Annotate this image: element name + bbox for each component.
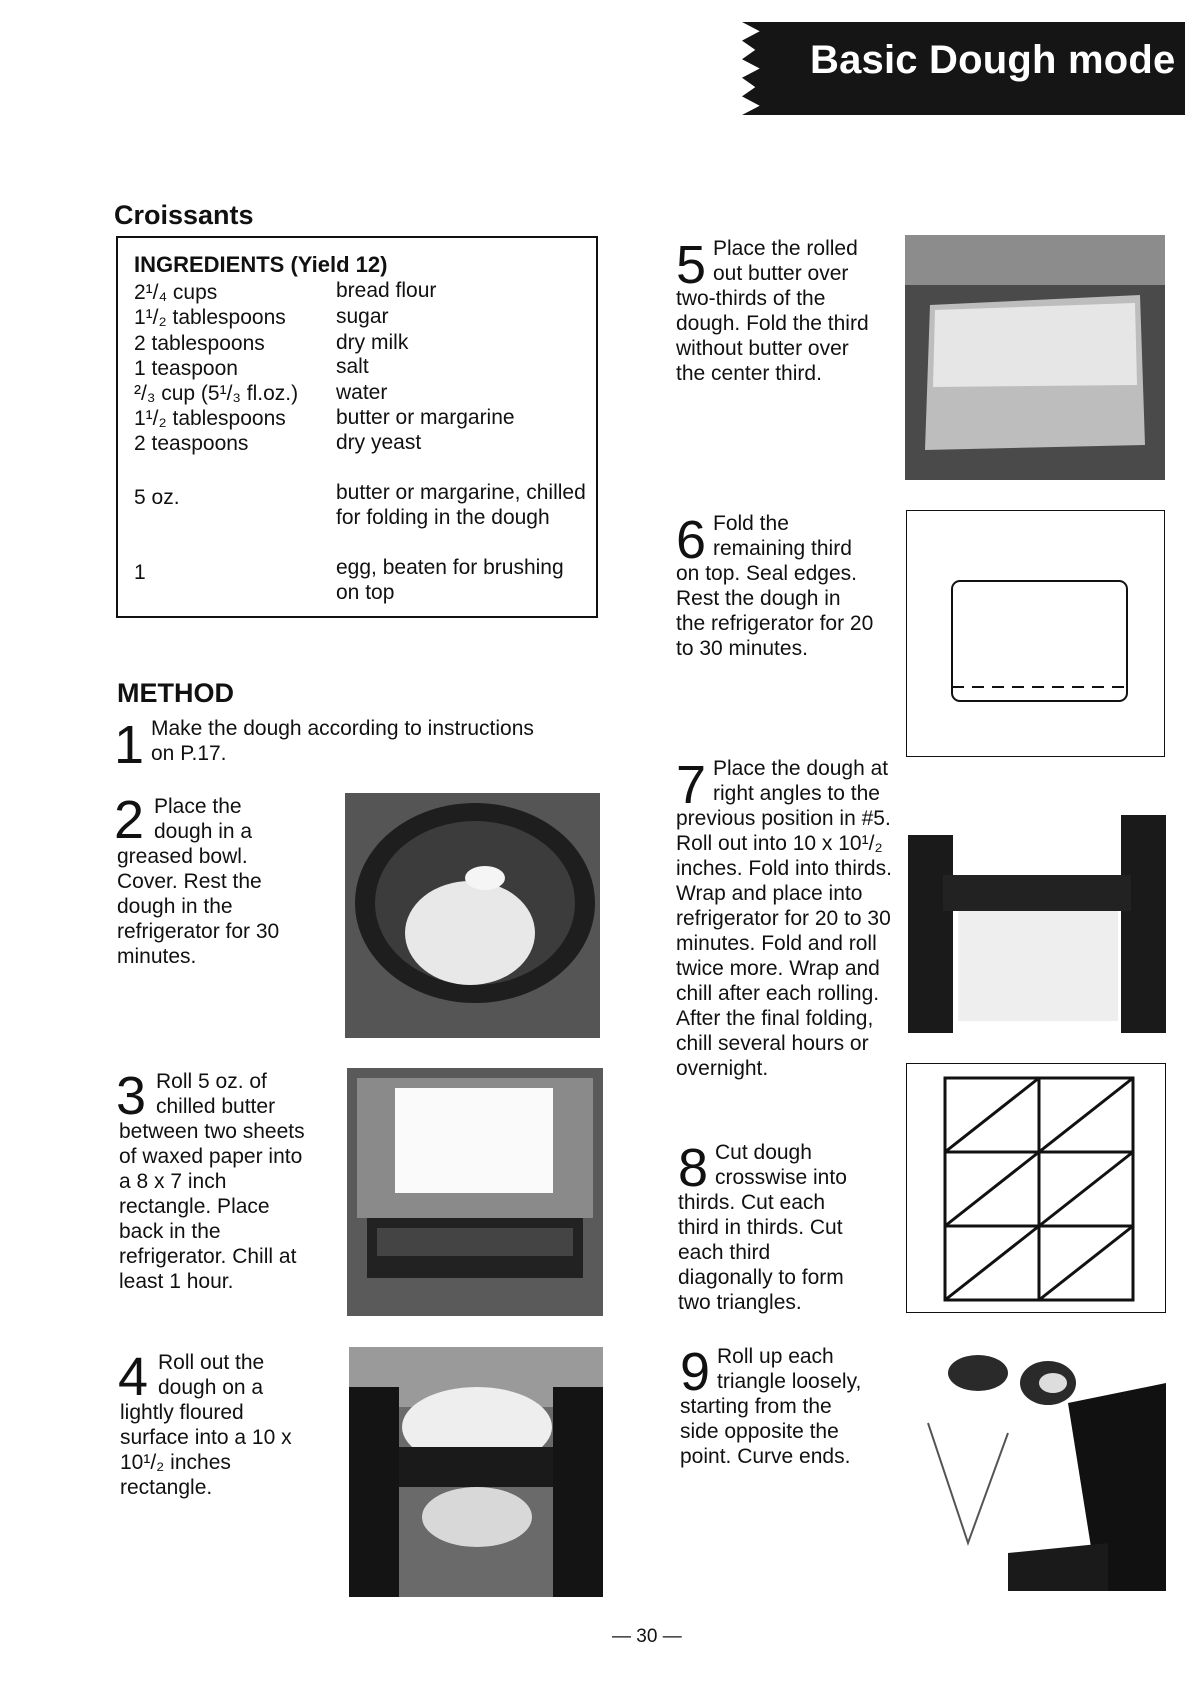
step-text: triangle loosely, bbox=[717, 1370, 862, 1393]
ingredient-qty: 1 teaspoon bbox=[134, 357, 238, 380]
step-text: Roll up each bbox=[717, 1345, 834, 1368]
step-text: Cut dough bbox=[715, 1141, 812, 1164]
step-text: lightly floured surface into a 10 x 10¹/₂ inches rectangle. bbox=[120, 1401, 292, 1499]
step-4-photo bbox=[349, 1347, 603, 1597]
step-number: 2 bbox=[114, 790, 145, 850]
step-text: starting from the side opposite the point. Curve ends. bbox=[680, 1395, 851, 1468]
ingredient-qty: ²/₃ cup (5¹/₃ fl.oz.) bbox=[134, 382, 299, 405]
triangle-cut-diagram bbox=[907, 1064, 1167, 1314]
ingredient-item: salt bbox=[336, 355, 369, 378]
step-9-photo bbox=[908, 1343, 1166, 1591]
step-text: chilled butter bbox=[156, 1095, 276, 1118]
ingredient-qty: 1¹/₂ tablespoons bbox=[134, 407, 286, 430]
step-text: on top. Seal edges. Rest the dough in the refrigerator for 20 to 30 minutes. bbox=[676, 562, 874, 660]
step-text: Roll out the bbox=[158, 1351, 265, 1374]
step-number: 3 bbox=[116, 1066, 147, 1126]
butter-over-dough-illustration bbox=[905, 235, 1165, 480]
step-number: 8 bbox=[678, 1138, 709, 1198]
step-5-photo bbox=[905, 235, 1165, 480]
ingredient-item: dry milk bbox=[336, 331, 409, 354]
page-header-title: Basic Dough mode bbox=[810, 38, 1176, 82]
step-text: Place the rolled bbox=[713, 237, 858, 260]
step-text: between two sheets of waxed paper into a 8 x 7 inch rectangle. Place back in the refrigerator. Chill at least 1 hour. bbox=[119, 1120, 305, 1293]
ingredient-item: butter or margarine, chilled for folding in the dough bbox=[336, 481, 586, 529]
step-text: dough on a bbox=[158, 1376, 264, 1399]
ingredient-item: egg, beaten for brushing on top bbox=[336, 556, 564, 604]
ingredient-item: sugar bbox=[336, 305, 389, 328]
step-number: 9 bbox=[680, 1342, 711, 1402]
step-8-diagram bbox=[906, 1063, 1166, 1313]
step-text: Fold the bbox=[713, 512, 789, 535]
bowl-photo-illustration bbox=[345, 793, 600, 1038]
step-number: 6 bbox=[676, 510, 707, 570]
step-text: previous position in #5. Roll out into 10 x 10¹/₂ inches. Fold into thirds. Wrap and place into refrigerator for 20 to 30 minutes. Fold and roll twice more. Wrap and chill after each rolling. After the final folding, chill several hours or overnight. bbox=[676, 807, 892, 1080]
ingredient-item: water bbox=[336, 381, 388, 404]
step-text: right angles to the bbox=[713, 782, 880, 805]
ingredient-item: bread flour bbox=[336, 279, 437, 302]
page-number: — 30 — bbox=[612, 1626, 682, 1647]
step-text: remaining third bbox=[713, 537, 852, 560]
ingredient-qty: 5 oz. bbox=[134, 486, 180, 509]
step-number: 4 bbox=[118, 1347, 149, 1407]
step-text: Roll 5 oz. of bbox=[156, 1070, 267, 1093]
step-2-photo bbox=[345, 793, 600, 1038]
step-number: 7 bbox=[676, 755, 707, 815]
step-7-photo bbox=[908, 795, 1166, 1033]
ingredients-heading: INGREDIENTS (Yield 12) bbox=[134, 252, 388, 277]
step-text: on P.17. bbox=[151, 742, 227, 765]
step-text: thirds. Cut each third in thirds. Cut each third diagonally to form two triangles. bbox=[678, 1191, 844, 1314]
ingredient-qty: 1 bbox=[134, 561, 146, 584]
step-text: out butter over bbox=[713, 262, 849, 285]
butter-sheet-illustration bbox=[347, 1068, 603, 1316]
step-text: Place the dough at bbox=[713, 757, 889, 780]
ingredient-item: butter or margarine bbox=[336, 406, 515, 429]
step-text: dough in a bbox=[154, 820, 253, 843]
ingredient-qty: 2 teaspoons bbox=[134, 432, 249, 455]
folded-dough-diagram bbox=[907, 511, 1166, 758]
ingredient-qty: 2 tablespoons bbox=[134, 332, 265, 355]
method-title: METHOD bbox=[117, 678, 234, 708]
step-text: greased bowl. Cover. Rest the dough in the refrigerator for 30 minutes. bbox=[117, 845, 280, 968]
rolling-pin-illustration bbox=[908, 795, 1166, 1033]
step-number: 1 bbox=[114, 715, 145, 775]
rolling-triangle-illustration bbox=[908, 1343, 1166, 1591]
step-text: two-thirds of the dough. Fold the third without butter over the center third. bbox=[676, 287, 869, 385]
step-number: 5 bbox=[676, 235, 707, 295]
step-text: crosswise into bbox=[715, 1166, 847, 1189]
step-text: Make the dough according to instructions bbox=[151, 717, 534, 740]
step-3-photo bbox=[347, 1068, 603, 1316]
ingredient-item: dry yeast bbox=[336, 431, 422, 454]
recipe-title: Croissants bbox=[114, 200, 254, 230]
ingredient-qty: 2¹/₄ cups bbox=[134, 281, 218, 304]
rolling-dough-illustration bbox=[349, 1347, 603, 1597]
ingredient-qty: 1¹/₂ tablespoons bbox=[134, 306, 286, 329]
step-6-diagram bbox=[906, 510, 1165, 757]
step-text: Place the bbox=[154, 795, 242, 818]
